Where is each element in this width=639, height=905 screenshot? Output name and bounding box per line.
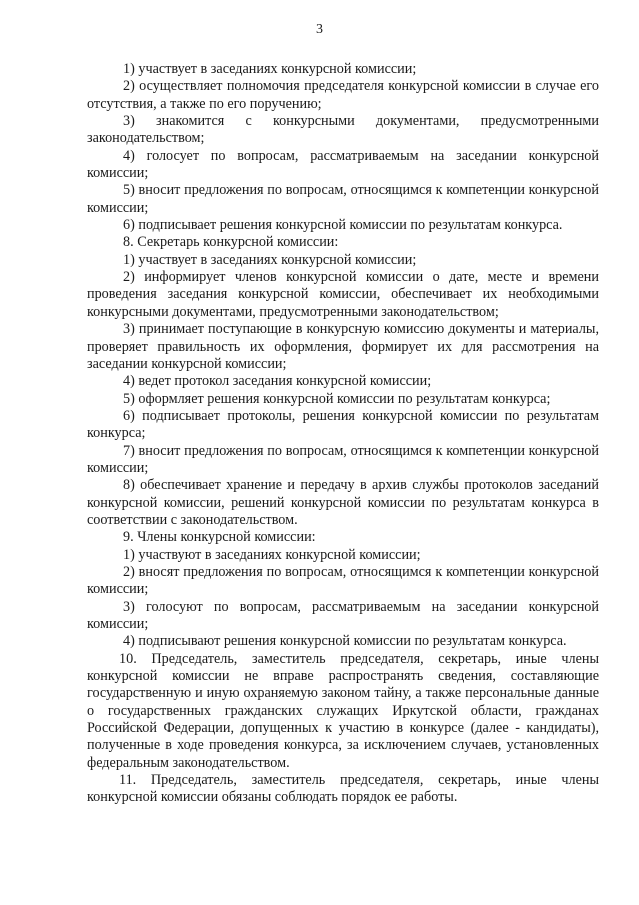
paragraph: 3) голосуют по вопросам, рассматриваемым на заседании конкурсной комиссии; [87, 598, 599, 632]
paragraph: 11. Председатель, заместитель председателя, секретарь, иные члены конкурсной комиссии обязаны соблюдать порядок ее работы. [87, 772, 599, 806]
paragraph: 3) принимает поступающие в конкурсную комиссию документы и материалы, проверяет правильность их оформления, формирует их для рассмотрения на заседании конкурсной комиссии; [87, 321, 599, 372]
section-heading: 8. Секретарь конкурсной комиссии: [123, 234, 339, 251]
paragraph: 4) ведет протокол заседания конкурсной комиссии; [123, 373, 432, 390]
paragraph: 6) подписывает решения конкурсной комиссии по результатам конкурса. [123, 217, 563, 234]
paragraph: 3) знакомится с конкурсными документами, предусмотренными законодательством; [87, 113, 599, 147]
paragraph: 4) подписывают решения конкурсной комиссии по результатам конкурса. [123, 633, 567, 650]
document-body [87, 61, 599, 807]
paragraph: 5) вносит предложения по вопросам, относящимся к компетенции конкурсной комиссии; [87, 182, 599, 216]
section-heading: 9. Члены конкурсной комиссии: [123, 529, 316, 546]
paragraph: 8) обеспечивает хранение и передачу в архив службы протоколов заседаний конкурсной комиссии, решений конкурсной комиссии по результатам конкурса в соответствии с законодательством. [87, 477, 599, 528]
paragraph: 2) осуществляет полномочия председателя конкурсной комиссии в случае его отсутствия, а также по его поручению; [87, 78, 599, 112]
paragraph: 5) оформляет решения конкурсной комиссии по результатам конкурса; [123, 390, 551, 407]
paragraph: 1) участвуют в заседаниях конкурсной комиссии; [123, 546, 421, 563]
paragraph: 2) информирует членов конкурсной комиссии о дате, месте и времени проведения заседания конкурсной комиссии, обеспечивает их необходимыми конкурсными документами, предусмотренными законодательством; [87, 269, 599, 320]
paragraph: 7) вносит предложения по вопросам, относящимся к компетенции конкурсной комиссии; [87, 442, 599, 476]
paragraph: 10. Председатель, заместитель председателя, секретарь, иные члены конкурсной комиссии не вправе распространять сведения, составляющие государственную и иную охраняемую законом тайну, а также персональные данные о государственных гражданских служащих Иркутской области, гражданах Российской Федерации, допущенных к участию в конкурсе (далее - кандидаты), полученные в ходе проведения конкурса, за исключением случаев, установленных федеральным законодательством. [87, 650, 599, 771]
paragraph: 1) участвует в заседаниях конкурсной комиссии; [123, 61, 417, 77]
paragraph: 6) подписывает протоколы, решения конкурсной комиссии по результатам конкурса; [87, 407, 599, 442]
paragraph: 1) участвует в заседаниях конкурсной комиссии; [123, 251, 417, 268]
paragraph: 2) вносят предложения по вопросам, относящимся к компетенции конкурсной комиссии; [87, 563, 599, 598]
paragraph: 4) голосует по вопросам, рассматриваемым на заседании конкурсной комиссии; [87, 147, 599, 182]
page-number: 3 [316, 22, 323, 37]
